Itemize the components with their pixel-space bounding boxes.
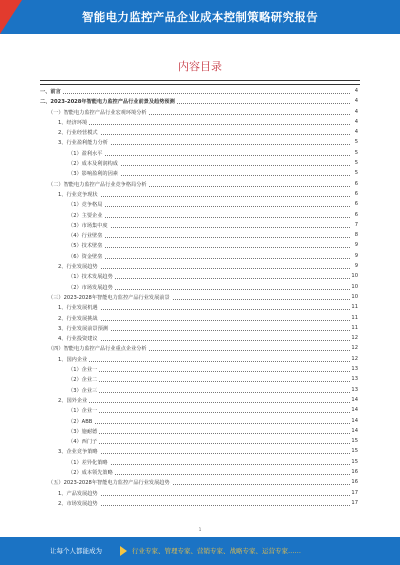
toc-entry-page: 13: [351, 386, 358, 393]
toc-entry[interactable]: [40, 458, 358, 468]
toc-entry[interactable]: [40, 190, 358, 200]
toc-entry-label: （5）技术壁垒: [68, 243, 103, 250]
footer-slogan: 让每个人都能成为: [50, 547, 102, 555]
toc-entry[interactable]: [40, 303, 358, 313]
toc-entry-page: 6: [354, 201, 358, 208]
toc-leader-dots: [68, 433, 350, 434]
toc-entry[interactable]: [40, 97, 358, 107]
toc-entry-page: 10: [351, 283, 358, 290]
toc-entry-page: 11: [351, 324, 358, 331]
toc-entry-label: （1）竞争格局: [68, 202, 103, 209]
toc-entry-page: 9: [354, 242, 358, 249]
toc-entry-label: （二）智能电力监控产品行业竞争格局分析: [48, 181, 147, 188]
toc-entry-page: 14: [351, 407, 358, 414]
toc-entry-label: （3）施耐德: [68, 428, 98, 435]
toc-entry-label: （2）主要企业: [68, 212, 103, 219]
toc-entry-label: 3、行业发展前景预测: [58, 325, 108, 332]
toc-entry[interactable]: [40, 375, 358, 385]
toc-entry-page: 4: [354, 88, 358, 94]
toc-entry[interactable]: [40, 324, 358, 334]
arrow-right-icon: [120, 546, 127, 556]
toc-entry[interactable]: [40, 468, 358, 478]
report-title: 智能电力监控产品企业成本控制策略研究报告: [82, 10, 318, 24]
toc-entry-label: （1）企业一: [68, 408, 98, 415]
toc-entry-page: 6: [354, 180, 358, 187]
toc-entry[interactable]: [40, 262, 358, 272]
toc-entry[interactable]: [40, 128, 358, 138]
toc-entry[interactable]: [40, 417, 358, 427]
toc-entry-page: 10: [351, 293, 358, 300]
toc-entry[interactable]: [40, 427, 358, 437]
toc-entry[interactable]: [40, 314, 358, 324]
toc-entry[interactable]: [40, 396, 358, 406]
toc-entry-label: 1、行业竞争现状: [58, 191, 98, 198]
footer-tagline: 行业专家、管理专家、营销专家、战略专家、运营专家……: [132, 547, 301, 555]
toc-leader-dots: [68, 381, 350, 382]
toc-entry-label: （3）影响盈利的因素: [68, 171, 118, 178]
toc-entry-label: 一、前言: [40, 89, 61, 95]
toc-entry[interactable]: [40, 159, 358, 169]
toc-entry[interactable]: [40, 478, 358, 488]
toc-leader-dots: [68, 412, 350, 413]
toc-leader-dots: [68, 155, 350, 156]
toc-entry[interactable]: [40, 200, 358, 210]
toc-entry-page: 9: [354, 263, 358, 270]
toc-entry-label: （2）成本领先策略: [68, 469, 113, 476]
toc-entry-label: （2）成本及利润构成: [68, 161, 118, 168]
toc-entry[interactable]: [40, 211, 358, 221]
toc-leader-dots: [58, 268, 350, 269]
toc-entry-label: （3）企业三: [68, 387, 98, 394]
toc-leader-dots: [58, 124, 350, 125]
toc-leader-dots: [58, 196, 350, 197]
toc-entry-page: 17: [351, 489, 358, 496]
toc-entry-label: （2）企业二: [68, 377, 98, 384]
toc-entry[interactable]: [40, 437, 358, 447]
toc-entry[interactable]: [40, 344, 358, 354]
toc-entry-label: 2、行业发展挑战: [58, 315, 98, 322]
toc-leader-dots: [68, 392, 350, 393]
toc-entry-label: 二、2023-2028年智能电力监控产品行业前景及趋势预测: [40, 99, 175, 106]
toc-entry-label: （6）资金壁垒: [68, 253, 103, 260]
toc-entry-label: （4）行业壁垒: [68, 233, 103, 240]
toc-entry[interactable]: [40, 365, 358, 375]
toc-entry-page: 5: [354, 170, 358, 177]
toc-entry-label: 2、行业发展趋势: [58, 264, 98, 271]
toc-leader-dots: [68, 464, 350, 465]
toc-entry[interactable]: [40, 252, 358, 262]
toc-entry[interactable]: [40, 386, 358, 396]
toc-leader-dots: [58, 340, 350, 341]
toc-leader-dots: [58, 361, 350, 362]
toc-entry-page: 14: [351, 396, 358, 403]
toc-leader-dots: [68, 237, 350, 238]
toc-entry[interactable]: [40, 283, 358, 293]
toc-entry-label: （三）2023-2028年智能电力监控产品行业发展前景: [48, 294, 170, 301]
toc-entry-label: 3、行业盈利能力分析: [58, 140, 108, 147]
toc-entry-page: 8: [354, 232, 358, 239]
toc-entry-page: 17: [351, 499, 358, 506]
toc-entry-page: 11: [351, 314, 358, 321]
toc-entry-label: 4、行业投资建议: [58, 336, 98, 343]
toc-title: 内容目录: [178, 60, 222, 73]
table-of-contents: [40, 87, 358, 509]
toc-entry[interactable]: [40, 334, 358, 344]
toc-leader-dots: [58, 495, 350, 496]
toc-entry-label: 2、国外企业: [58, 397, 88, 404]
toc-entry-label: （4）西门子: [68, 439, 98, 446]
toc-entry[interactable]: [40, 489, 358, 499]
toc-entry-page: 12: [351, 355, 358, 362]
toc-leader-dots: [58, 453, 350, 454]
toc-leader-dots: [58, 309, 350, 310]
toc-entry[interactable]: [40, 149, 358, 159]
toc-entry[interactable]: [40, 293, 358, 303]
toc-entry-page: 11: [351, 304, 358, 311]
toc-entry-page: 12: [351, 335, 358, 342]
toc-entry-label: 3、企业竞争策略: [58, 449, 98, 456]
toc-entry-page: 5: [354, 160, 358, 167]
toc-entry-page: 4: [354, 129, 358, 136]
toc-entry-page: 13: [351, 366, 358, 373]
toc-entry-label: （2）ABB: [68, 418, 93, 425]
toc-entry-page: 12: [351, 345, 358, 352]
toc-entry[interactable]: [40, 447, 358, 457]
toc-entry-label: （1）技术发展趋势: [68, 274, 113, 281]
toc-entry[interactable]: [40, 118, 358, 128]
toc-entry[interactable]: [40, 406, 358, 416]
toc-top-rule-second: [40, 84, 360, 85]
toc-entry-page: 15: [351, 448, 358, 455]
toc-entry[interactable]: [40, 231, 358, 241]
toc-entry-page: 5: [354, 139, 358, 146]
toc-entry[interactable]: [40, 355, 358, 365]
toc-entry-page: 6: [354, 211, 358, 218]
toc-entry-label: （2）市场发展趋势: [68, 284, 113, 291]
toc-entry[interactable]: [40, 221, 358, 231]
toc-leader-dots: [58, 505, 350, 506]
toc-entry-page: 5: [354, 149, 358, 156]
toc-leader-dots: [68, 217, 350, 218]
toc-entry-page: 16: [351, 479, 358, 486]
toc-entry-label: （1）差异化策略: [68, 459, 108, 466]
toc-entry-page: 10: [351, 273, 358, 280]
toc-entry-page: 7: [354, 221, 358, 228]
toc-entry-page: 15: [351, 438, 358, 445]
toc-entry-label: （3）市场集中度: [68, 222, 108, 229]
toc-entry[interactable]: [40, 499, 358, 509]
toc-entry[interactable]: [40, 138, 358, 148]
toc-entry-page: 4: [354, 108, 358, 115]
toc-entry-page: 15: [351, 458, 358, 465]
toc-leader-dots: [68, 227, 350, 228]
toc-entry-page: 13: [351, 376, 358, 383]
toc-leader-dots: [68, 371, 350, 372]
toc-entry-page: 14: [351, 417, 358, 424]
toc-leader-dots: [68, 206, 350, 207]
toc-entry[interactable]: [40, 272, 358, 282]
toc-leader-dots: [58, 320, 350, 321]
toc-entry-label: 2、市场发展趋势: [58, 500, 98, 507]
toc-entry[interactable]: [40, 108, 358, 118]
toc-leader-dots: [40, 93, 350, 94]
toc-entry-page: 9: [354, 252, 358, 259]
toc-entry-page: 4: [354, 118, 358, 125]
report-footer: [0, 537, 400, 565]
toc-top-rule: [40, 80, 360, 81]
toc-leader-dots: [68, 247, 350, 248]
toc-entry-label: （一）智能电力监控产品行业宏观环境分析: [48, 109, 147, 116]
toc-leader-dots: [68, 443, 350, 444]
report-header: [0, 0, 400, 34]
toc-leader-dots: [68, 258, 350, 259]
toc-entry-label: （1）企业一: [68, 367, 98, 374]
toc-entry-label: 1、国内企业: [58, 356, 88, 363]
toc-entry-label: 1、行业发展机遇: [58, 305, 98, 312]
toc-entry-page: 14: [351, 427, 358, 434]
toc-entry-label: 2、行业经营模式: [58, 130, 98, 137]
toc-entry-page: 4: [354, 98, 358, 105]
toc-leader-dots: [68, 423, 350, 424]
toc-entry-label: （五）2023-2028年智能电力监控产品行业发展趋势: [48, 480, 170, 487]
toc-entry[interactable]: [40, 180, 358, 190]
toc-entry-page: 6: [354, 190, 358, 197]
toc-entry-label: 1、产品发展趋势: [58, 490, 98, 497]
toc-leader-dots: [58, 402, 350, 403]
toc-entry[interactable]: [40, 241, 358, 251]
page-number: 1: [198, 527, 202, 532]
toc-entry-label: （1）盈利水平: [68, 150, 103, 157]
toc-entry[interactable]: [40, 169, 358, 179]
toc-entry-label: （四）智能电力监控产品行业重点企业分析: [48, 346, 147, 353]
toc-leader-dots: [58, 134, 350, 135]
toc-entry-label: 1、经济环境: [58, 119, 88, 126]
toc-entry[interactable]: [40, 87, 358, 97]
toc-entry-page: 16: [351, 468, 358, 475]
